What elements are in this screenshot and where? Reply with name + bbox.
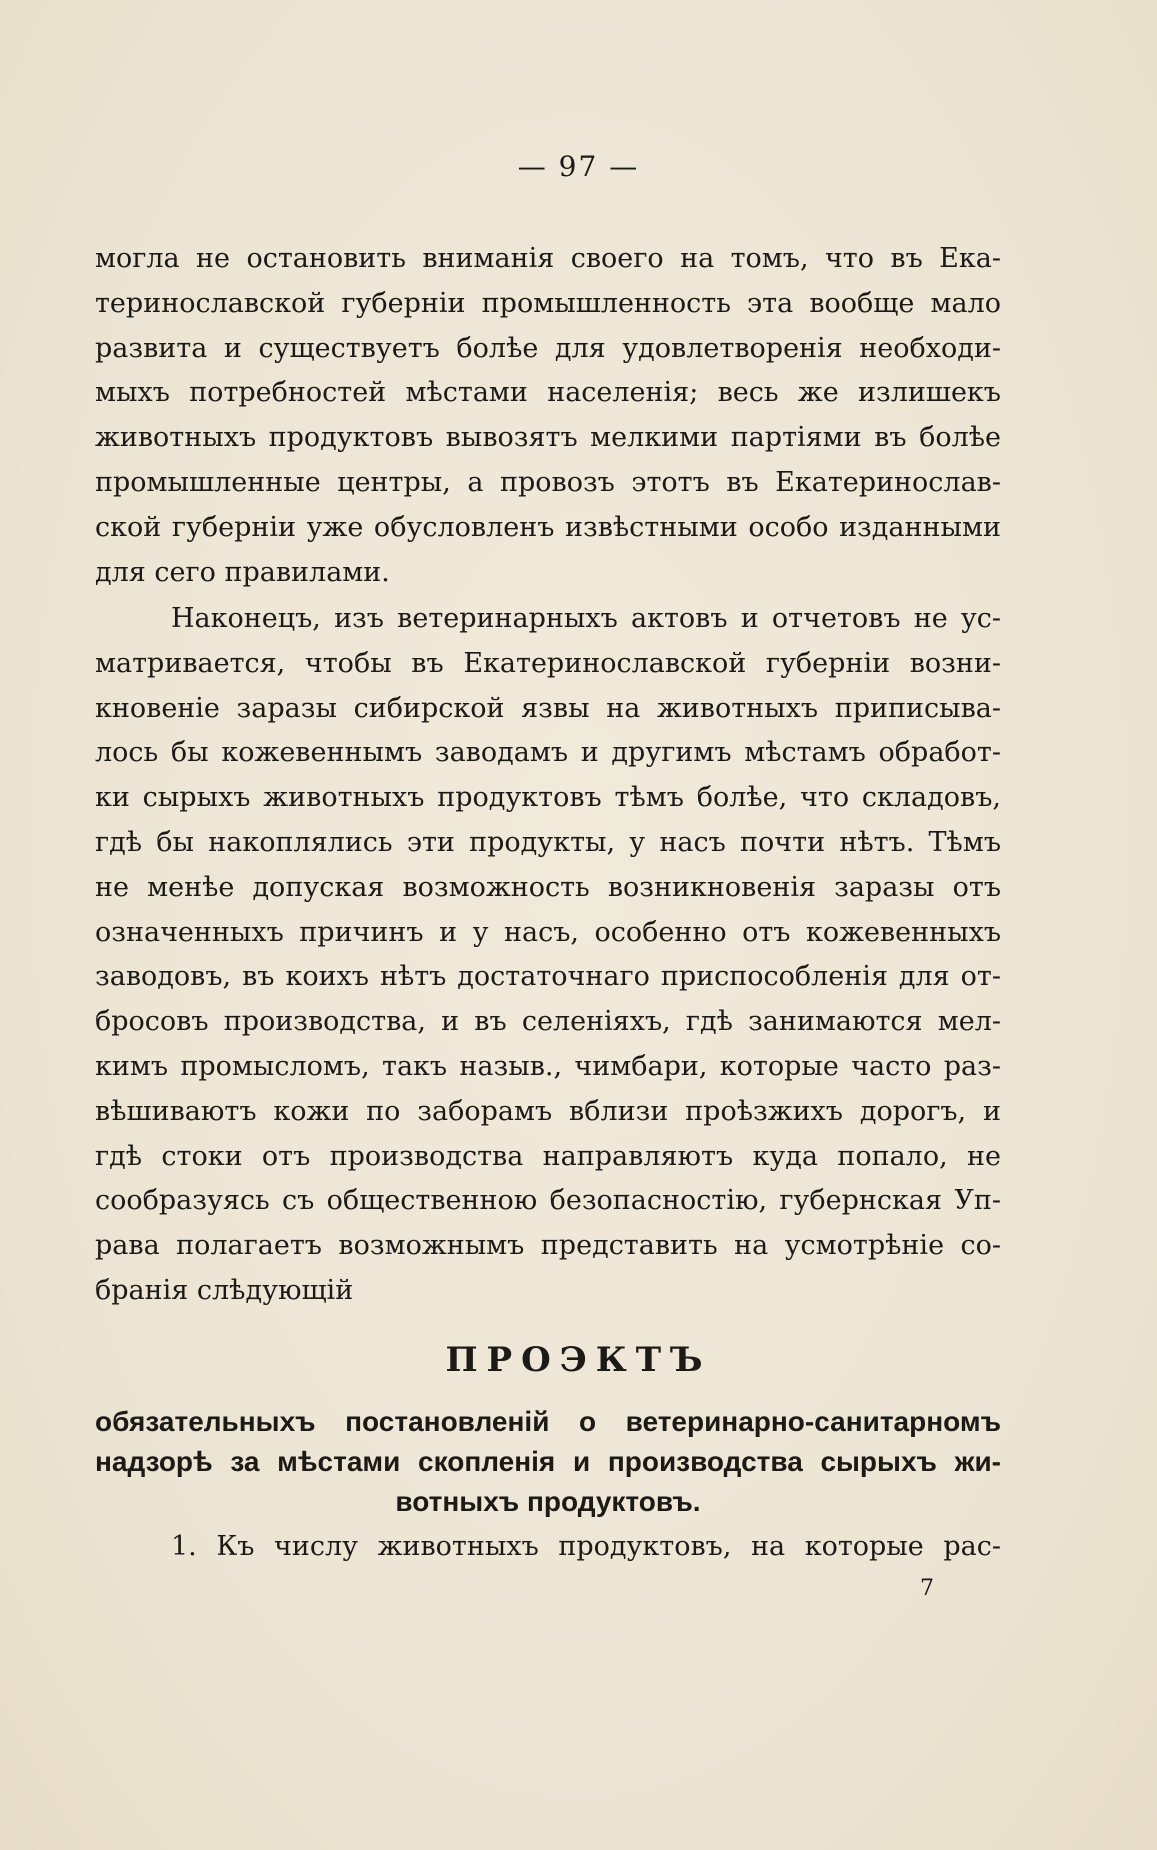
text-line: лось бы кожевеннымъ заводамъ и другимъ мѣстамъ обработ- bbox=[95, 737, 1001, 769]
text-line: кимъ промысломъ, такъ назыв., чимбари, которые часто раз- bbox=[95, 1050, 1001, 1082]
paragraph-3 bbox=[95, 1525, 1001, 1570]
text-line: животныхъ продуктовъ вывозятъ мелкими партіями въ болѣе bbox=[95, 422, 1001, 454]
section-heading: ПРОЭКТЪ bbox=[445, 1340, 712, 1380]
text-line: бранія слѣдующій bbox=[95, 1274, 354, 1306]
text-line: промышленные центры, а провозъ этотъ въ Екатеринослав- bbox=[95, 466, 1001, 498]
text-line: гдѣ стоки отъ производства направляютъ куда попало, не bbox=[95, 1140, 1001, 1172]
signature-mark: 7 bbox=[920, 1576, 934, 1601]
paragraph-2 bbox=[95, 597, 1001, 1314]
subtitle-line: обязательныхъ постановленій о ветеринарно-санитарномъ bbox=[95, 1406, 1001, 1437]
paragraph-1 bbox=[95, 237, 1001, 595]
text-line: развита и существуетъ болѣе для удовлетворенія необходи- bbox=[95, 332, 1001, 364]
text-line: мыхъ потребностей мѣстами населенія; весь же излишекъ bbox=[95, 377, 1001, 409]
text-line: Наконецъ, изъ ветеринарныхъ актовъ и отчетовъ не ус- bbox=[171, 603, 1001, 634]
text-line: кновеніе заразы сибирской язвы на животныхъ приписыва- bbox=[95, 692, 1001, 724]
text-line: рава полагаетъ возможнымъ представить на усмотрѣніе со- bbox=[95, 1230, 1001, 1262]
text-line: ки сырыхъ животныхъ продуктовъ тѣмъ болѣе, что складовъ, bbox=[95, 782, 1001, 814]
text-line: сообразуясь съ общественною безопасностію, губернская Уп- bbox=[95, 1185, 1001, 1217]
text-line: гдѣ бы накоплялись эти продукты, у насъ почти нѣтъ. Тѣмъ bbox=[95, 826, 1001, 858]
text-line: бросовъ производства, и въ селеніяхъ, гдѣ занимаются мел- bbox=[95, 1006, 1001, 1038]
section-subtitle bbox=[95, 1402, 1001, 1522]
text-line: 1. Къ числу животныхъ продуктовъ, на которые рас- bbox=[171, 1531, 1001, 1562]
text-line: не менѣе допуская возможность возникновенія заразы отъ bbox=[95, 871, 1001, 903]
text-line: теринославской губерніи промышленность эта вообще мало bbox=[95, 287, 1001, 319]
page-number: — 97 — bbox=[517, 150, 640, 183]
text-line: означенныхъ причинъ и у насъ, особенно отъ кожевенныхъ bbox=[95, 916, 1001, 948]
text-line: ской губерніи уже обусловленъ извѣстными особо изданными bbox=[95, 511, 1001, 543]
text-line: для сего правилами. bbox=[95, 556, 390, 588]
subtitle-line: вотныхъ продуктовъ. bbox=[395, 1486, 701, 1517]
text-line: могла не остановить вниманія своего на томъ, что въ Ека- bbox=[95, 243, 1001, 274]
subtitle-line: надзорѣ за мѣстами скопленія и производства сырыхъ жи- bbox=[95, 1446, 1001, 1477]
text-line: матривается, чтобы въ Екатеринославской губерніи возни- bbox=[95, 647, 1001, 679]
text-line: вѣшиваютъ кожи по заборамъ вблизи проѣзжихъ дорогъ, и bbox=[95, 1095, 1001, 1127]
text-line: заводовъ, въ коихъ нѣтъ достаточнаго приспособленія для от- bbox=[95, 961, 1001, 993]
